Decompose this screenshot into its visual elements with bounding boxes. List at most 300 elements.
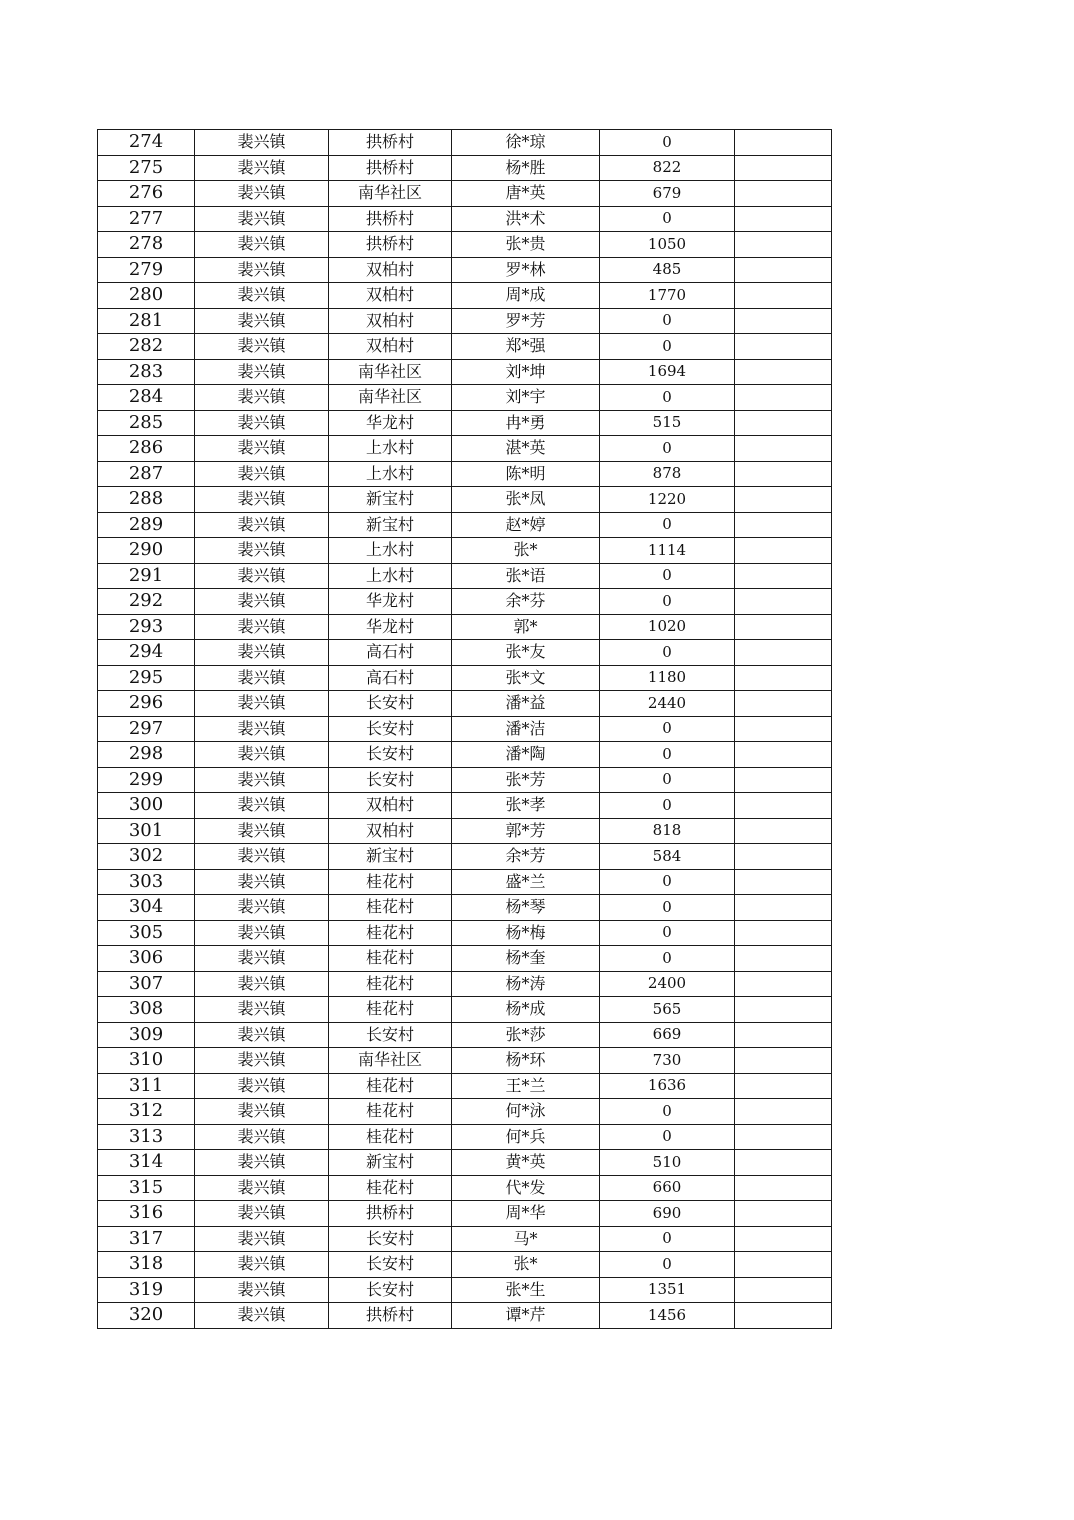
row-number-cell: 317 <box>98 1226 195 1252</box>
village-cell: 南华社区 <box>329 385 452 411</box>
table-row <box>98 946 832 972</box>
note-cell <box>735 844 832 870</box>
note-cell <box>735 385 832 411</box>
note-cell <box>735 767 832 793</box>
town-cell: 裴兴镇 <box>195 206 329 232</box>
village-cell: 双柏村 <box>329 334 452 360</box>
note-cell <box>735 665 832 691</box>
row-number-cell: 306 <box>98 946 195 972</box>
person-name-cell: 马* <box>452 1226 600 1252</box>
amount-cell: 0 <box>600 563 735 589</box>
amount-cell: 0 <box>600 1252 735 1278</box>
table-row <box>98 971 832 997</box>
amount-cell: 1694 <box>600 359 735 385</box>
note-cell <box>735 716 832 742</box>
amount-cell: 0 <box>600 946 735 972</box>
town-cell: 裴兴镇 <box>195 1175 329 1201</box>
row-number-cell: 305 <box>98 920 195 946</box>
village-cell: 长安村 <box>329 1277 452 1303</box>
village-cell: 桂花村 <box>329 1099 452 1125</box>
note-cell <box>735 1099 832 1125</box>
town-cell: 裴兴镇 <box>195 538 329 564</box>
note-cell <box>735 334 832 360</box>
person-name-cell: 罗*芳 <box>452 308 600 334</box>
table-row <box>98 920 832 946</box>
town-cell: 裴兴镇 <box>195 461 329 487</box>
person-name-cell: 杨*琴 <box>452 895 600 921</box>
village-cell: 桂花村 <box>329 895 452 921</box>
person-name-cell: 盛*兰 <box>452 869 600 895</box>
person-name-cell: 陈*明 <box>452 461 600 487</box>
note-cell <box>735 410 832 436</box>
row-number-cell: 277 <box>98 206 195 232</box>
person-name-cell: 杨*环 <box>452 1048 600 1074</box>
amount-cell: 1114 <box>600 538 735 564</box>
row-number-cell: 298 <box>98 742 195 768</box>
amount-cell: 0 <box>600 895 735 921</box>
row-number-cell: 300 <box>98 793 195 819</box>
table-row <box>98 512 832 538</box>
town-cell: 裴兴镇 <box>195 767 329 793</box>
village-cell: 长安村 <box>329 742 452 768</box>
row-number-cell: 304 <box>98 895 195 921</box>
note-cell <box>735 869 832 895</box>
table-row <box>98 1303 832 1329</box>
note-cell <box>735 895 832 921</box>
amount-cell: 2400 <box>600 971 735 997</box>
row-number-cell: 288 <box>98 487 195 513</box>
note-cell <box>735 589 832 615</box>
town-cell: 裴兴镇 <box>195 589 329 615</box>
row-number-cell: 308 <box>98 997 195 1023</box>
row-number-cell: 309 <box>98 1022 195 1048</box>
row-number-cell: 303 <box>98 869 195 895</box>
person-name-cell: 潘*益 <box>452 691 600 717</box>
town-cell: 裴兴镇 <box>195 844 329 870</box>
note-cell <box>735 640 832 666</box>
village-cell: 双柏村 <box>329 283 452 309</box>
note-cell <box>735 461 832 487</box>
amount-cell: 584 <box>600 844 735 870</box>
table-row <box>98 181 832 207</box>
note-cell <box>735 130 832 156</box>
amount-cell: 1351 <box>600 1277 735 1303</box>
amount-cell: 0 <box>600 436 735 462</box>
town-cell: 裴兴镇 <box>195 1201 329 1227</box>
village-cell: 拱桥村 <box>329 130 452 156</box>
town-cell: 裴兴镇 <box>195 640 329 666</box>
amount-cell: 0 <box>600 589 735 615</box>
town-cell: 裴兴镇 <box>195 742 329 768</box>
table-body <box>98 130 832 1329</box>
person-name-cell: 黄*英 <box>452 1150 600 1176</box>
amount-cell: 1020 <box>600 614 735 640</box>
person-name-cell: 郭*芳 <box>452 818 600 844</box>
person-name-cell: 杨*梅 <box>452 920 600 946</box>
table-row <box>98 308 832 334</box>
amount-cell: 0 <box>600 512 735 538</box>
amount-cell: 690 <box>600 1201 735 1227</box>
amount-cell: 1050 <box>600 232 735 258</box>
village-cell: 桂花村 <box>329 946 452 972</box>
table-row <box>98 1073 832 1099</box>
note-cell <box>735 1150 832 1176</box>
note-cell <box>735 1277 832 1303</box>
table-row <box>98 538 832 564</box>
amount-cell: 1220 <box>600 487 735 513</box>
town-cell: 裴兴镇 <box>195 1150 329 1176</box>
village-cell: 拱桥村 <box>329 1201 452 1227</box>
table-row <box>98 1252 832 1278</box>
village-cell: 新宝村 <box>329 512 452 538</box>
village-cell: 桂花村 <box>329 1175 452 1201</box>
row-number-cell: 294 <box>98 640 195 666</box>
village-cell: 新宝村 <box>329 1150 452 1176</box>
town-cell: 裴兴镇 <box>195 1099 329 1125</box>
table-row <box>98 257 832 283</box>
amount-cell: 669 <box>600 1022 735 1048</box>
amount-cell: 0 <box>600 742 735 768</box>
person-name-cell: 代*发 <box>452 1175 600 1201</box>
village-cell: 桂花村 <box>329 971 452 997</box>
table-row <box>98 1048 832 1074</box>
person-name-cell: 张*语 <box>452 563 600 589</box>
village-cell: 新宝村 <box>329 844 452 870</box>
village-cell: 新宝村 <box>329 487 452 513</box>
village-cell: 桂花村 <box>329 1124 452 1150</box>
row-number-cell: 301 <box>98 818 195 844</box>
table-row <box>98 283 832 309</box>
town-cell: 裴兴镇 <box>195 946 329 972</box>
table-row <box>98 589 832 615</box>
row-number-cell: 274 <box>98 130 195 156</box>
note-cell <box>735 1303 832 1329</box>
amount-cell: 660 <box>600 1175 735 1201</box>
note-cell <box>735 487 832 513</box>
town-cell: 裴兴镇 <box>195 359 329 385</box>
note-cell <box>735 818 832 844</box>
person-name-cell: 洪*术 <box>452 206 600 232</box>
row-number-cell: 283 <box>98 359 195 385</box>
note-cell <box>735 1073 832 1099</box>
note-cell <box>735 1226 832 1252</box>
town-cell: 裴兴镇 <box>195 385 329 411</box>
row-number-cell: 281 <box>98 308 195 334</box>
town-cell: 裴兴镇 <box>195 971 329 997</box>
village-cell: 桂花村 <box>329 920 452 946</box>
person-name-cell: 湛*英 <box>452 436 600 462</box>
town-cell: 裴兴镇 <box>195 181 329 207</box>
amount-cell: 0 <box>600 767 735 793</box>
amount-cell: 1770 <box>600 283 735 309</box>
village-cell: 华龙村 <box>329 589 452 615</box>
table-row <box>98 895 832 921</box>
row-number-cell: 279 <box>98 257 195 283</box>
note-cell <box>735 155 832 181</box>
person-name-cell: 潘*陶 <box>452 742 600 768</box>
town-cell: 裴兴镇 <box>195 716 329 742</box>
note-cell <box>735 793 832 819</box>
village-cell: 桂花村 <box>329 997 452 1023</box>
person-name-cell: 杨*胜 <box>452 155 600 181</box>
note-cell <box>735 257 832 283</box>
town-cell: 裴兴镇 <box>195 334 329 360</box>
person-name-cell: 余*芳 <box>452 844 600 870</box>
person-name-cell: 周*成 <box>452 283 600 309</box>
note-cell <box>735 436 832 462</box>
village-cell: 高石村 <box>329 640 452 666</box>
note-cell <box>735 946 832 972</box>
data-table <box>97 129 832 1329</box>
village-cell: 桂花村 <box>329 1073 452 1099</box>
town-cell: 裴兴镇 <box>195 436 329 462</box>
table-row <box>98 461 832 487</box>
amount-cell: 0 <box>600 793 735 819</box>
town-cell: 裴兴镇 <box>195 487 329 513</box>
table-row <box>98 1124 832 1150</box>
town-cell: 裴兴镇 <box>195 1073 329 1099</box>
note-cell <box>735 538 832 564</box>
amount-cell: 878 <box>600 461 735 487</box>
table-row <box>98 997 832 1023</box>
person-name-cell: 谭*芹 <box>452 1303 600 1329</box>
village-cell: 上水村 <box>329 461 452 487</box>
person-name-cell: 余*芬 <box>452 589 600 615</box>
row-number-cell: 292 <box>98 589 195 615</box>
amount-cell: 0 <box>600 334 735 360</box>
person-name-cell: 张*孝 <box>452 793 600 819</box>
note-cell <box>735 563 832 589</box>
row-number-cell: 310 <box>98 1048 195 1074</box>
table-row <box>98 130 832 156</box>
town-cell: 裴兴镇 <box>195 308 329 334</box>
note-cell <box>735 742 832 768</box>
table-row <box>98 359 832 385</box>
note-cell <box>735 997 832 1023</box>
village-cell: 长安村 <box>329 1226 452 1252</box>
amount-cell: 0 <box>600 716 735 742</box>
village-cell: 双柏村 <box>329 308 452 334</box>
row-number-cell: 290 <box>98 538 195 564</box>
table-row <box>98 1201 832 1227</box>
row-number-cell: 278 <box>98 232 195 258</box>
row-number-cell: 316 <box>98 1201 195 1227</box>
village-cell: 长安村 <box>329 1252 452 1278</box>
row-number-cell: 314 <box>98 1150 195 1176</box>
person-name-cell: 郑*强 <box>452 334 600 360</box>
town-cell: 裴兴镇 <box>195 997 329 1023</box>
note-cell <box>735 971 832 997</box>
village-cell: 拱桥村 <box>329 232 452 258</box>
village-cell: 华龙村 <box>329 410 452 436</box>
person-name-cell: 张*贵 <box>452 232 600 258</box>
row-number-cell: 313 <box>98 1124 195 1150</box>
person-name-cell: 张*文 <box>452 665 600 691</box>
village-cell: 上水村 <box>329 436 452 462</box>
row-number-cell: 296 <box>98 691 195 717</box>
amount-cell: 565 <box>600 997 735 1023</box>
person-name-cell: 杨*奎 <box>452 946 600 972</box>
village-cell: 南华社区 <box>329 1048 452 1074</box>
village-cell: 双柏村 <box>329 793 452 819</box>
town-cell: 裴兴镇 <box>195 1277 329 1303</box>
town-cell: 裴兴镇 <box>195 1252 329 1278</box>
amount-cell: 822 <box>600 155 735 181</box>
row-number-cell: 286 <box>98 436 195 462</box>
person-name-cell: 张*芳 <box>452 767 600 793</box>
person-name-cell: 何*兵 <box>452 1124 600 1150</box>
row-number-cell: 291 <box>98 563 195 589</box>
row-number-cell: 275 <box>98 155 195 181</box>
village-cell: 南华社区 <box>329 181 452 207</box>
village-cell: 长安村 <box>329 716 452 742</box>
row-number-cell: 280 <box>98 283 195 309</box>
table-row <box>98 742 832 768</box>
person-name-cell: 何*泳 <box>452 1099 600 1125</box>
table-row <box>98 716 832 742</box>
table-row <box>98 563 832 589</box>
note-cell <box>735 1022 832 1048</box>
amount-cell: 679 <box>600 181 735 207</box>
village-cell: 双柏村 <box>329 257 452 283</box>
town-cell: 裴兴镇 <box>195 1048 329 1074</box>
village-cell: 长安村 <box>329 1022 452 1048</box>
town-cell: 裴兴镇 <box>195 818 329 844</box>
village-cell: 长安村 <box>329 691 452 717</box>
note-cell <box>735 1124 832 1150</box>
town-cell: 裴兴镇 <box>195 665 329 691</box>
note-cell <box>735 283 832 309</box>
amount-cell: 0 <box>600 308 735 334</box>
row-number-cell: 285 <box>98 410 195 436</box>
town-cell: 裴兴镇 <box>195 614 329 640</box>
note-cell <box>735 691 832 717</box>
note-cell <box>735 1252 832 1278</box>
row-number-cell: 297 <box>98 716 195 742</box>
table-row <box>98 436 832 462</box>
row-number-cell: 289 <box>98 512 195 538</box>
village-cell: 上水村 <box>329 538 452 564</box>
amount-cell: 0 <box>600 206 735 232</box>
amount-cell: 2440 <box>600 691 735 717</box>
table-row <box>98 232 832 258</box>
person-name-cell: 王*兰 <box>452 1073 600 1099</box>
amount-cell: 1180 <box>600 665 735 691</box>
town-cell: 裴兴镇 <box>195 232 329 258</box>
person-name-cell: 刘*宇 <box>452 385 600 411</box>
village-cell: 高石村 <box>329 665 452 691</box>
amount-cell: 0 <box>600 920 735 946</box>
person-name-cell: 唐*英 <box>452 181 600 207</box>
village-cell: 华龙村 <box>329 614 452 640</box>
town-cell: 裴兴镇 <box>195 155 329 181</box>
person-name-cell: 张* <box>452 538 600 564</box>
row-number-cell: 315 <box>98 1175 195 1201</box>
town-cell: 裴兴镇 <box>195 691 329 717</box>
note-cell <box>735 512 832 538</box>
note-cell <box>735 308 832 334</box>
person-name-cell: 张*生 <box>452 1277 600 1303</box>
table-row <box>98 1175 832 1201</box>
table-row <box>98 793 832 819</box>
town-cell: 裴兴镇 <box>195 793 329 819</box>
note-cell <box>735 1175 832 1201</box>
person-name-cell: 潘*洁 <box>452 716 600 742</box>
person-name-cell: 张*凤 <box>452 487 600 513</box>
person-name-cell: 罗*林 <box>452 257 600 283</box>
village-cell: 上水村 <box>329 563 452 589</box>
note-cell <box>735 206 832 232</box>
town-cell: 裴兴镇 <box>195 1022 329 1048</box>
row-number-cell: 284 <box>98 385 195 411</box>
village-cell: 长安村 <box>329 767 452 793</box>
table-row <box>98 1277 832 1303</box>
table-row <box>98 818 832 844</box>
amount-cell: 0 <box>600 1124 735 1150</box>
amount-cell: 515 <box>600 410 735 436</box>
amount-cell: 510 <box>600 1150 735 1176</box>
table-row <box>98 869 832 895</box>
row-number-cell: 319 <box>98 1277 195 1303</box>
town-cell: 裴兴镇 <box>195 283 329 309</box>
table-row <box>98 1150 832 1176</box>
note-cell <box>735 181 832 207</box>
row-number-cell: 302 <box>98 844 195 870</box>
amount-cell: 0 <box>600 869 735 895</box>
town-cell: 裴兴镇 <box>195 920 329 946</box>
row-number-cell: 276 <box>98 181 195 207</box>
town-cell: 裴兴镇 <box>195 869 329 895</box>
table-row <box>98 385 832 411</box>
village-cell: 拱桥村 <box>329 1303 452 1329</box>
person-name-cell: 张*友 <box>452 640 600 666</box>
town-cell: 裴兴镇 <box>195 512 329 538</box>
row-number-cell: 307 <box>98 971 195 997</box>
town-cell: 裴兴镇 <box>195 410 329 436</box>
town-cell: 裴兴镇 <box>195 895 329 921</box>
table-row <box>98 206 832 232</box>
village-cell: 拱桥村 <box>329 206 452 232</box>
person-name-cell: 冉*勇 <box>452 410 600 436</box>
amount-cell: 0 <box>600 130 735 156</box>
table-row <box>98 1022 832 1048</box>
town-cell: 裴兴镇 <box>195 130 329 156</box>
town-cell: 裴兴镇 <box>195 1226 329 1252</box>
person-name-cell: 杨*成 <box>452 997 600 1023</box>
note-cell <box>735 1201 832 1227</box>
table-row <box>98 665 832 691</box>
amount-cell: 0 <box>600 385 735 411</box>
amount-cell: 485 <box>600 257 735 283</box>
person-name-cell: 杨*涛 <box>452 971 600 997</box>
row-number-cell: 311 <box>98 1073 195 1099</box>
town-cell: 裴兴镇 <box>195 1124 329 1150</box>
amount-cell: 0 <box>600 1226 735 1252</box>
table-row <box>98 844 832 870</box>
village-cell: 双柏村 <box>329 818 452 844</box>
row-number-cell: 312 <box>98 1099 195 1125</box>
town-cell: 裴兴镇 <box>195 1303 329 1329</box>
amount-cell: 0 <box>600 1099 735 1125</box>
table-row <box>98 410 832 436</box>
note-cell <box>735 920 832 946</box>
village-cell: 桂花村 <box>329 869 452 895</box>
person-name-cell: 刘*坤 <box>452 359 600 385</box>
row-number-cell: 287 <box>98 461 195 487</box>
table-row <box>98 614 832 640</box>
note-cell <box>735 614 832 640</box>
village-cell: 南华社区 <box>329 359 452 385</box>
